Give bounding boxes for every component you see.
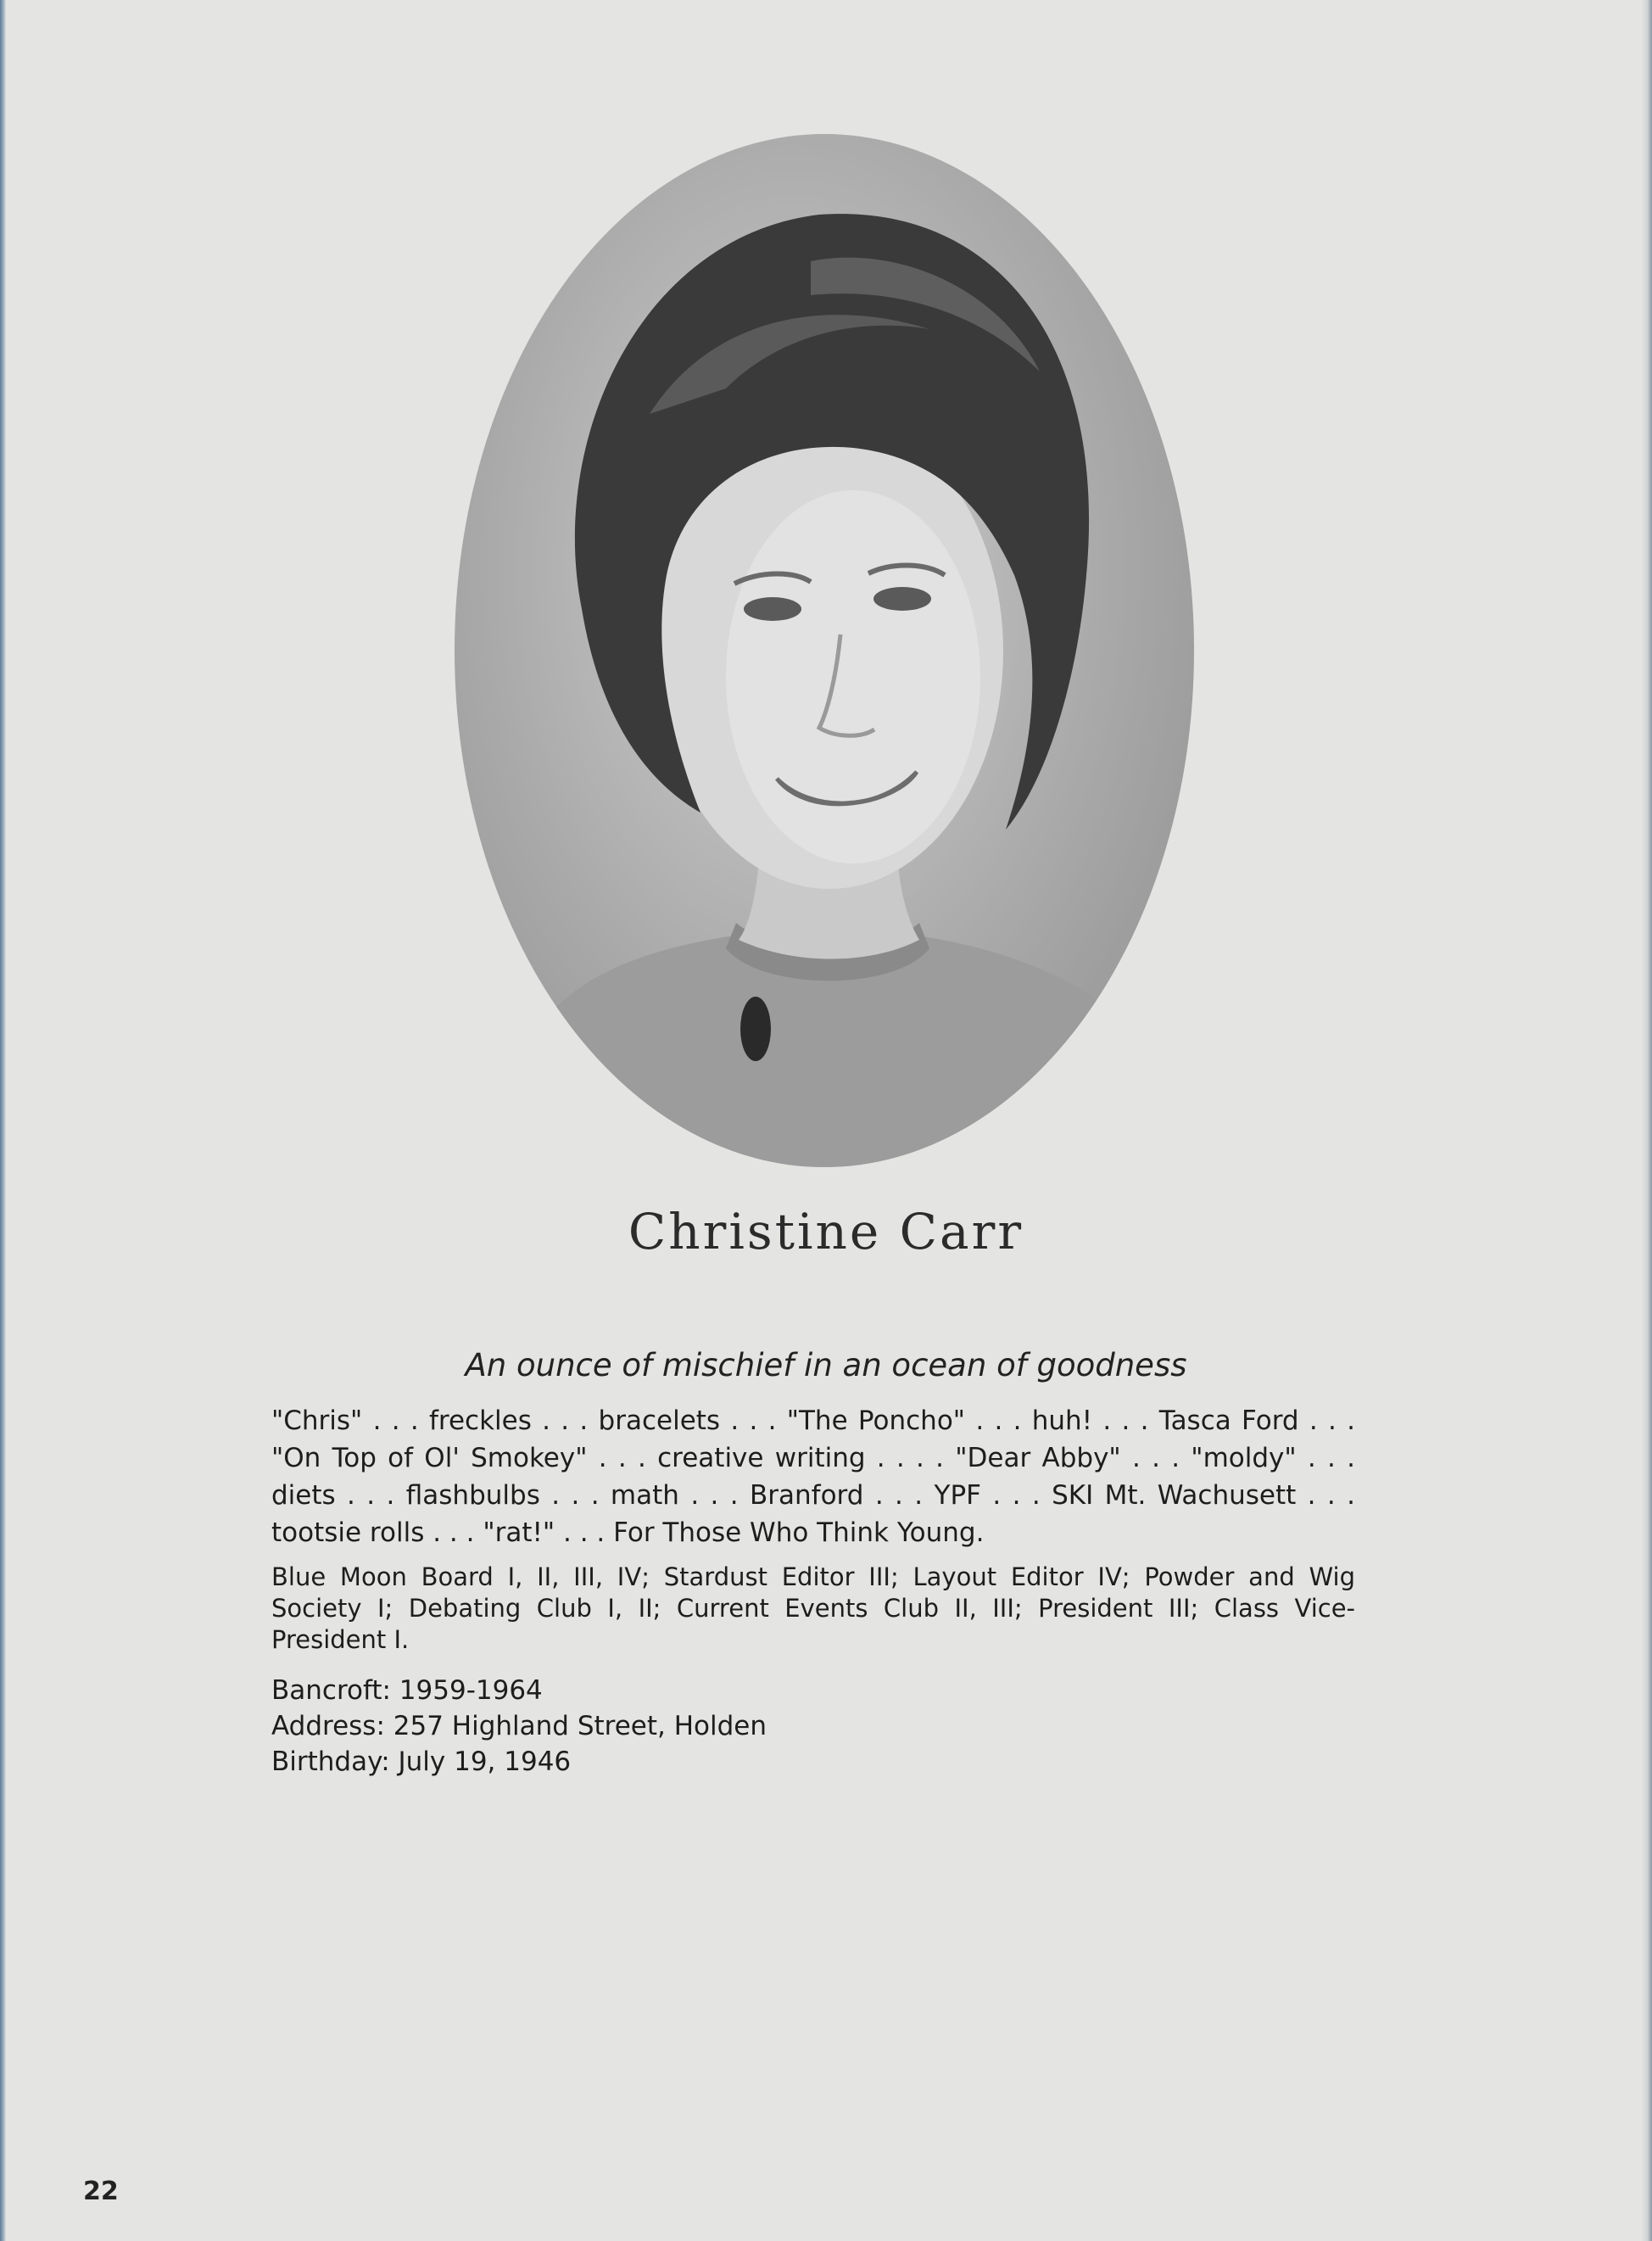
- portrait-illustration: [455, 134, 1194, 1167]
- student-birthday: Birthday: July 19, 1946: [271, 1746, 572, 1777]
- student-address: Address: 257 Highland Street, Holden: [271, 1711, 767, 1741]
- page-number: 22: [83, 2177, 119, 2206]
- personal-notes: "Chris" . . . freckles . . . bracelets . . . "The Poncho" . . . huh! . . . Tasca Ford . . . "On Top of Ol' Smokey" . . . creative writing . . . . "Dear Abby" . . . "moldy" . . . diets . . . flashbulbs . . . math . . . Branford . . . YPF . . . SKI Mt. Wachusett . . . tootsie rolls . . . "rat!" . . . For Those Who Think Young.: [271, 1406, 1355, 1548]
- student-motto: An ounce of mischief in an ocean of goodness: [465, 1347, 1187, 1383]
- page-edge-left: [0, 0, 6, 2241]
- student-name: Christine Carr: [628, 1203, 1024, 1260]
- page-edge-right: [1642, 0, 1652, 2241]
- school-years: Bancroft: 1959-1964: [271, 1675, 543, 1706]
- portrait-photo: [455, 134, 1194, 1167]
- activities-list: Blue Moon Board I, II, III, IV; Stardust Editor III; Layout Editor IV; Powder and Wig Society I; Debating Club I, II; Current Events Club II, III; President III; Class Vice-President I.: [271, 1562, 1355, 1654]
- student-info: [271, 1673, 1355, 1780]
